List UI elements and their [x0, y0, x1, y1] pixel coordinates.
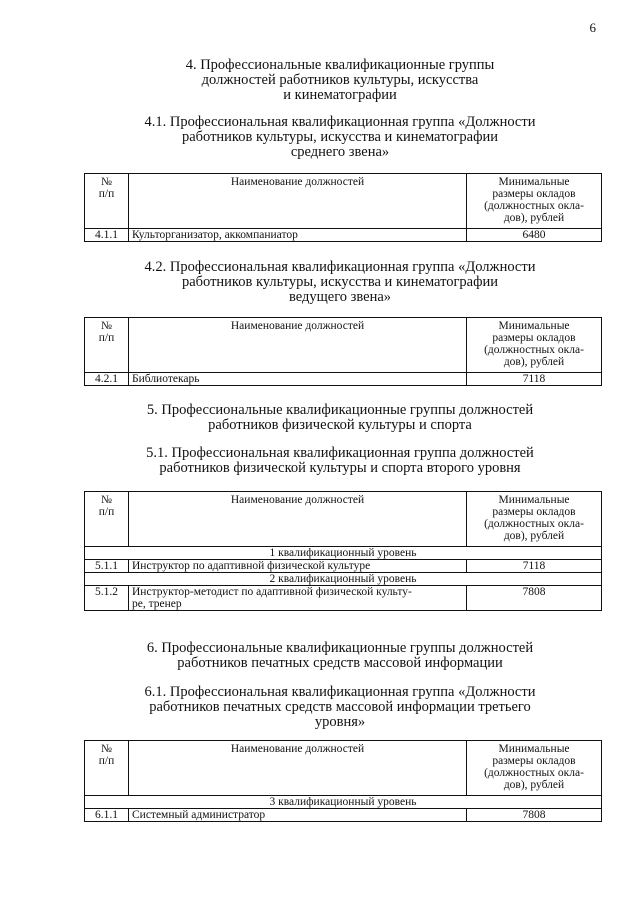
- header-num: [85, 318, 129, 373]
- header-salary-line: размеры окладов: [492, 506, 576, 518]
- header-salary-line: размеры окладов: [492, 188, 576, 200]
- header-num-text: [88, 176, 125, 200]
- header-salary: [467, 318, 602, 373]
- row-num: 5.1.1: [85, 560, 129, 573]
- row-salary: 7808: [467, 809, 602, 822]
- section-4-1-title: [80, 115, 600, 160]
- page-number: 6: [589, 20, 596, 35]
- table-4-2: [84, 317, 602, 386]
- row-num: 5.1.2: [85, 586, 129, 611]
- table-header-row: [85, 318, 602, 373]
- table-row: [85, 560, 602, 573]
- section-4-2-title: [80, 260, 600, 305]
- section-4-title: [80, 58, 600, 103]
- table-row: [85, 586, 602, 611]
- section-5-title: [80, 403, 600, 433]
- row-num: 4.1.1: [85, 229, 129, 242]
- title-line: работников печатных средств массовой информации третьего: [149, 699, 531, 715]
- title-line: работников культуры, искусства и кинематографии: [181, 274, 499, 290]
- title-line: работников физической культуры и спорта второго уровня: [159, 460, 521, 476]
- title-line: 4. Профессиональные квалификационные группы: [185, 57, 495, 73]
- table-header-row: [85, 492, 602, 547]
- header-num-text: [88, 743, 125, 767]
- title-line: ведущего звена»: [288, 289, 392, 305]
- row-name: [129, 586, 467, 611]
- qualification-level: 2 квалификационный уровень: [85, 573, 602, 586]
- title-line: 6.1. Профессиональная квалификационная группа «Должности: [144, 684, 536, 700]
- title-line: работников физической культуры и спорта: [208, 417, 472, 433]
- row-name-line: ре, тренер: [132, 598, 182, 610]
- table-header-row: [85, 741, 602, 796]
- header-salary: [467, 174, 602, 229]
- title-line: 5.1. Профессиональная квалификационная группа должностей: [146, 445, 534, 461]
- header-num-line: п/п: [98, 755, 115, 767]
- header-salary-line: (должностных окла-: [484, 518, 584, 530]
- row-name: Инструктор по адаптивной физической культуре: [129, 560, 467, 573]
- header-name: Наименование должностей: [129, 492, 467, 547]
- header-name: Наименование должностей: [129, 318, 467, 373]
- header-salary-line: (должностных окла-: [484, 344, 584, 356]
- header-num-text: [88, 320, 125, 344]
- level-row: [85, 796, 602, 809]
- header-num-text: [88, 494, 125, 518]
- header-salary: [467, 741, 602, 796]
- row-name: Системный администратор: [129, 809, 467, 822]
- title-line: уровня»: [314, 714, 366, 730]
- header-salary-line: размеры окладов: [492, 755, 576, 767]
- title-line: 6. Профессиональные квалификационные группы должностей: [146, 640, 534, 656]
- row-num: 6.1.1: [85, 809, 129, 822]
- row-salary: 6480: [467, 229, 602, 242]
- header-num-line: п/п: [98, 188, 115, 200]
- header-salary-line: Минимальные: [498, 494, 570, 506]
- level-row: [85, 573, 602, 586]
- header-name: Наименование должностей: [129, 174, 467, 229]
- header-salary-line: (должностных окла-: [484, 767, 584, 779]
- table-header-row: [85, 174, 602, 229]
- level-row: [85, 547, 602, 560]
- section-6-1-title: [80, 685, 600, 730]
- row-name: Культорганизатор, аккомпаниатор: [129, 229, 467, 242]
- header-num: [85, 174, 129, 229]
- header-salary-line: дов), рублей: [503, 779, 565, 791]
- title-line: работников печатных средств массовой информации: [177, 655, 503, 671]
- header-num-line: п/п: [98, 332, 115, 344]
- header-num-line: №: [101, 320, 112, 332]
- header-salary-line: (должностных окла-: [484, 200, 584, 212]
- title-line: 4.1. Профессиональная квалификационная группа «Должности: [144, 114, 536, 130]
- row-name-line: Инструктор-методист по адаптивной физической культу-: [132, 586, 412, 598]
- row-salary: 7118: [467, 560, 602, 573]
- header-salary: [467, 492, 602, 547]
- qualification-level: 3 квалификационный уровень: [85, 796, 602, 809]
- header-num: [85, 492, 129, 547]
- row-salary: 7118: [467, 373, 602, 386]
- table-6-1: [84, 740, 602, 822]
- header-num-line: п/п: [98, 506, 115, 518]
- header-num: [85, 741, 129, 796]
- header-num-line: №: [101, 176, 112, 188]
- header-name: Наименование должностей: [129, 741, 467, 796]
- title-line: среднего звена»: [290, 144, 390, 160]
- title-line: работников культуры, искусства и кинематографии: [181, 129, 499, 145]
- row-num: 4.2.1: [85, 373, 129, 386]
- table-row: [85, 373, 602, 386]
- header-salary-line: дов), рублей: [503, 530, 565, 542]
- table-5-1: [84, 491, 602, 611]
- header-salary-line: дов), рублей: [503, 356, 565, 368]
- table-row: [85, 809, 602, 822]
- header-salary-line: Минимальные: [498, 176, 570, 188]
- title-line: 4.2. Профессиональная квалификационная группа «Должности: [144, 259, 536, 275]
- section-6-title: [80, 641, 600, 671]
- qualification-level: 1 квалификационный уровень: [85, 547, 602, 560]
- header-num-line: №: [101, 494, 112, 506]
- header-salary-line: размеры окладов: [492, 332, 576, 344]
- title-line: и кинематографии: [283, 87, 397, 103]
- row-name: Библиотекарь: [129, 373, 467, 386]
- table-4-1: [84, 173, 602, 242]
- section-5-1-title: [80, 446, 600, 476]
- title-line: должностей работников культуры, искусства: [201, 72, 479, 88]
- header-salary-line: Минимальные: [498, 743, 570, 755]
- header-num-line: №: [101, 743, 112, 755]
- header-salary-line: дов), рублей: [503, 212, 565, 224]
- header-salary-line: Минимальные: [498, 320, 570, 332]
- title-line: 5. Профессиональные квалификационные группы должностей: [146, 402, 534, 418]
- row-salary: 7808: [467, 586, 602, 611]
- table-row: [85, 229, 602, 242]
